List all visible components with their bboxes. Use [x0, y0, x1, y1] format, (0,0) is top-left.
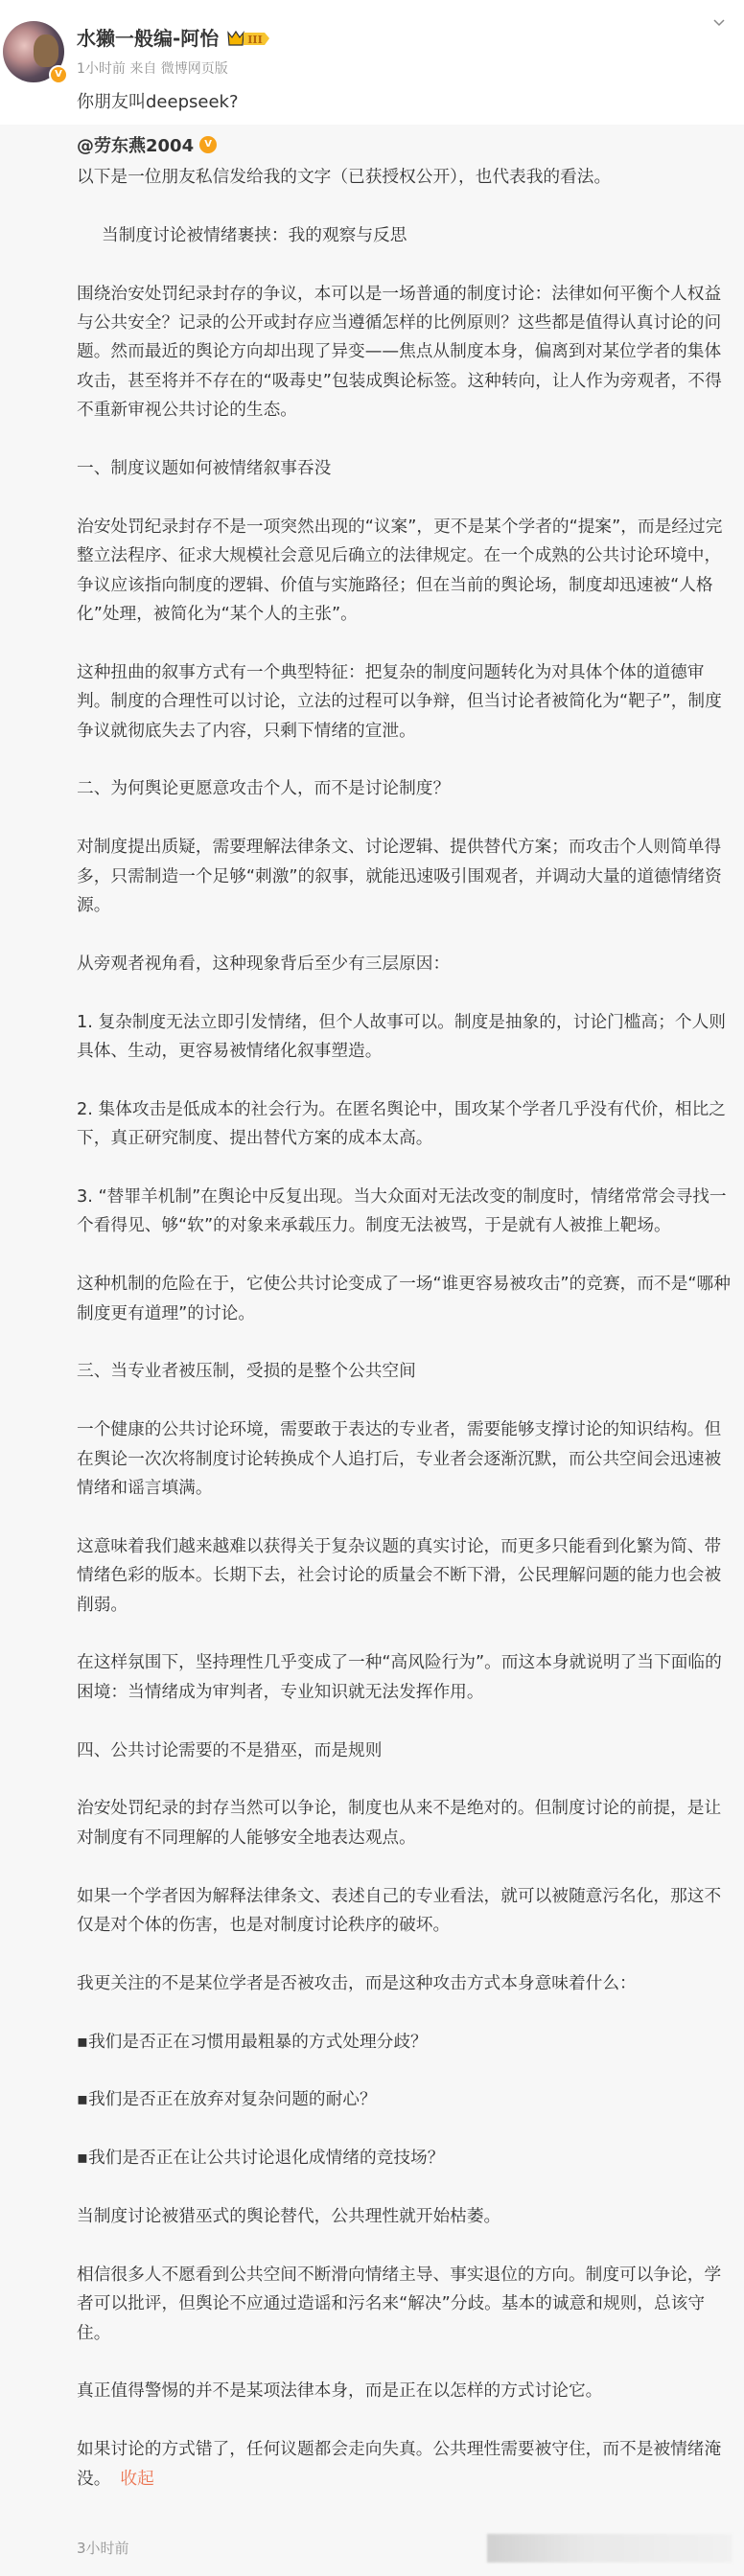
paragraph-text: 以下是一位朋友私信发给我的文字（已获授权公开），也代表我的看法。: [77, 168, 612, 187]
paragraph-text: 治安处罚纪录封存不是一项突然出现的“议案”，更不是某个学者的“提案”，而是经过完整立法程序、征求大规模社会意见后确立的法律规定。在一个成熟的公共讨论环境中，争议应该指向制度的逻辑、价值与实施路径；但在当前的舆论场，制度却迅速被“人格化”处理，被简化为“某个人的主张”。: [77, 517, 723, 625]
reposted-text: [77, 163, 732, 2494]
paragraph-text: 这种扭曲的叙事方式有一个典型特征：把复杂的制度问题转化为对具体个体的道德审判。制度的合理性可以讨论，立法的过程可以争辩，但当讨论者被简化为“靶子”，制度争议就彻底失去了内容，只剩下情绪的宣泄。: [77, 662, 722, 741]
reposted-author[interactable]: [77, 134, 732, 163]
crown-level-badge-icon: [226, 29, 270, 48]
paragraph: [77, 1357, 732, 1386]
paragraph: [77, 833, 732, 920]
author-name[interactable]: 水獭一般编-阿怡: [77, 27, 220, 50]
paragraph: [77, 774, 732, 803]
paragraph-text: 三、当专业者被压制，受损的是整个公共空间: [77, 1362, 416, 1382]
author-avatar[interactable]: [3, 21, 64, 82]
paragraph: [77, 454, 732, 483]
paragraph: [77, 1008, 732, 1067]
paragraph: [77, 2261, 732, 2348]
paragraph-text: 从旁观者视角看，这种现象背后至少有三层原因：: [77, 954, 451, 974]
verified-icon: V: [199, 136, 217, 153]
level-badge-text: III: [247, 34, 264, 46]
repost-footer: [77, 2534, 732, 2563]
paragraph: [77, 1648, 732, 1707]
paragraph: [77, 1095, 732, 1154]
paragraph: [77, 1736, 732, 1765]
author-row: [77, 25, 270, 52]
paragraph-text: 真正值得警惕的并不是某项法律本身，而是正在以怎样的方式讨论它。: [77, 2381, 603, 2402]
paragraph-text: 在这样氛围下，坚持理性几乎变成了一种“高风险行为”。而这本身就说明了当下面临的困境：当情绪成为审判者，专业知识就无法发挥作用。: [77, 1653, 722, 1702]
paragraph-text: 对制度提出质疑，需要理解法律条文、讨论逻辑、提供替代方案；而攻击个人则简单得多，只需制造一个足够“刺激”的叙事，就能迅速吸引围观者，并调动大量的道德情绪资源。: [77, 838, 722, 916]
paragraph-text: 围绕治安处罚纪录封存的争议，本可以是一场普通的制度讨论：法律如何平衡个人权益与公共安全？记录的公开或封存应当遵循怎样的比例原则？这些都是值得认真讨论的问题。然而最近的舆论方向却出现了异变——焦点从制度本身，偏离到对某位学者的集体攻击，甚至将并不存在的“吸毒史”包装成舆论标签。这种转向，让人作为旁观者，不得不重新审视公共讨论的生态。: [77, 284, 722, 421]
paragraph: [77, 2085, 732, 2114]
paragraph: [77, 658, 732, 746]
paragraph-text: 相信很多人不愿看到公共空间不断滑向情绪主导、事实退位的方向。制度可以争论，学者可以批评，但舆论不应通过造谣和污名来“解决”分歧。基本的诚意和规则，总该守住。: [77, 2265, 722, 2343]
paragraph-text: 四、公共讨论需要的不是猎巫，而是规则: [77, 1740, 383, 1760]
reposted-content: [0, 125, 744, 2576]
paragraph: [77, 2028, 732, 2057]
paragraph-text: 一个健康的公共讨论环境，需要敢于表达的专业者，需要能够支撑讨论的知识结构。但在舆论一次次将制度讨论转换成个人追打后，专业者会逐渐沉默，而公共空间会迅速被情绪和谣言填满。: [77, 1420, 722, 1499]
paragraph: [77, 163, 732, 192]
paragraph-text: 如果一个学者因为解释法律条文、表述自己的专业看法，就可以被随意污名化，那这不仅是对个体的伤害，也是对制度讨论秩序的破坏。: [77, 1886, 722, 1936]
paragraph: [77, 1882, 732, 1941]
paragraph-text: 当制度讨论被情绪裹挟：我的观察与反思: [102, 225, 407, 245]
paragraph: [77, 2144, 732, 2173]
paragraph-text: 我更关注的不是某位学者是否被攻击，而是这种攻击方式本身意味着什么：: [77, 1973, 637, 1993]
paragraph-text: 一、制度议题如何被情绪叙事吞没: [77, 459, 332, 479]
paragraph: [77, 950, 732, 978]
paragraph: [77, 2377, 732, 2405]
reposted-author-name[interactable]: @劳东燕2004: [77, 136, 195, 156]
watermark: [487, 2534, 732, 2563]
paragraph-text: 治安处罚纪录的封存当然可以争论，制度也从来不是绝对的。但制度讨论的前提，是让对制度有不同理解的人能够安全地表达观点。: [77, 1799, 722, 1848]
paragraph: [77, 1415, 732, 1503]
paragraph-text: ▪我们是否正在习惯用最粗暴的方式处理分歧？: [77, 2032, 428, 2052]
paragraph-text: 这意味着我们越来越难以获得关于复杂议题的真实讨论，而更多只能看到化繁为简、带情绪色彩的版本。长期下去，社会讨论的质量会不断下滑，公民理解问题的能力也会被削弱。: [77, 1536, 722, 1615]
paragraph-text: 这种机制的危险在于，它使公共讨论变成了一场“谁更容易被攻击”的竞赛，而不是“哪种制度更有道理”的讨论。: [77, 1275, 731, 1323]
article-title: [77, 221, 732, 250]
chevron-down-icon[interactable]: [713, 17, 725, 29]
paragraph-text: 2. 集体攻击是低成本的社会行为。在匿名舆论中，围攻某个学者几乎没有代价，相比之下，真正研究制度、提出替代方案的成本太高。: [77, 1099, 726, 1149]
paragraph-text: 二、为何舆论更愿意攻击个人，而不是讨论制度？: [77, 779, 451, 799]
post-meta: 1小时前 来自 微博网页版: [77, 61, 228, 77]
paragraph: [77, 1969, 732, 1998]
paragraph: [77, 1794, 732, 1852]
paragraph-text: 1. 复杂制度无法立即引发情绪，但个人故事可以。制度是抽象的，讨论门槛高；个人则具体、生动，更容易被情绪化叙事塑造。: [77, 1012, 726, 1062]
paragraph: [77, 280, 732, 426]
post-text: 你朋友叫deepseek?: [77, 92, 239, 112]
paragraph: [77, 2202, 732, 2231]
otter-illustration: [34, 34, 58, 67]
verified-icon: V: [49, 65, 68, 84]
paragraph: [77, 2435, 732, 2494]
collapse-link[interactable]: 收起: [120, 2469, 154, 2489]
paragraph-text: 3. “替罪羊机制”在舆论中反复出现。当大众面对无法改变的制度时，情绪常常会寻找一个看得见、够“软”的对象来承载压力。制度无法被骂，于是就有人被推上靶场。: [77, 1187, 727, 1236]
paragraph-text: 如果讨论的方式错了，任何议题都会走向失真。公共理性需要被守住，而不是被情绪淹没。: [77, 2440, 722, 2489]
paragraph: [77, 1183, 732, 1241]
paragraph: [77, 1532, 732, 1620]
paragraph-text: ▪我们是否正在让公共讨论退化成情绪的竞技场？: [77, 2149, 445, 2169]
paragraph-text: ▪我们是否正在放弃对复杂问题的耐心？: [77, 2090, 377, 2110]
paragraph-text: 当制度讨论被猎巫式的舆论替代，公共理性就开始枯萎。: [77, 2207, 501, 2227]
paragraph: [77, 1270, 732, 1328]
repost-time: 3小时前: [77, 2540, 129, 2558]
paragraph: [77, 513, 732, 630]
